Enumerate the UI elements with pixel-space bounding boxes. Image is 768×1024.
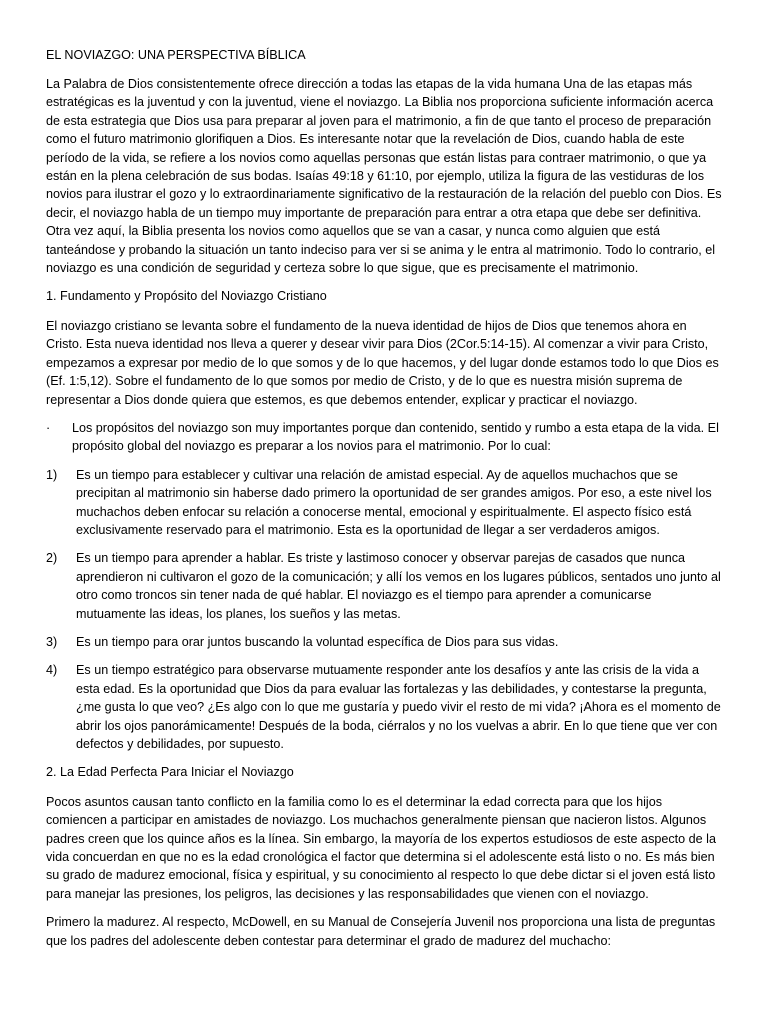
list-item-text: Es un tiempo para orar juntos buscando la voluntad específica de Dios para sus vidas. bbox=[76, 634, 559, 649]
section-2-paragraph-2: Primero la madurez. Al respecto, McDowell, en su Manual de Consejería Juvenil nos proporciona una lista de preguntas que los padres del adolescente deben contestar para determinar el grado de madurez del muchacho: bbox=[46, 915, 716, 948]
bullet-symbol: · bbox=[46, 420, 51, 435]
section-2-paragraph: Pocos asuntos causan tanto conflicto en la familia como lo es el determinar la edad correcta para que los hijos comiencen a participar en amistades de noviazgo. Los muchachos generalmente piensan que nacieron listos. Algunos padres creen que los quince años es la línea. Sin embargo, la mayoría de los expertos estudiosos de este aspecto de la vida concuerdan en que no es la edad cronológica el factor que determina si el adolescente está listo o no. Es más bien su grado de madurez emocional, física y espiritual, y su conocimiento al respecto lo que debe dictar si el joven está listo para manejar las presiones, los peligros, las decisiones y las responsabilidades que vienen con el noviazgo. bbox=[46, 794, 716, 901]
list-item-number: 3) bbox=[46, 634, 58, 649]
list-item bbox=[46, 549, 722, 623]
document-title: EL NOVIAZGO: UNA PERSPECTIVA BÍBLICA bbox=[46, 48, 306, 62]
list-item bbox=[46, 466, 722, 540]
section-2-heading: 2. La Edad Perfecta Para Iniciar el Noviazgo bbox=[46, 765, 294, 780]
list-item-text: Es un tiempo para establecer y cultivar una relación de amistad especial. Ay de aquellos muchachos que se precipitan al matrimonio sin haberse dado primero la oportunidad de ser grandes amigos. Por eso, a este nivel los muchachos deben enfocar su relación a conocerse mental, emocional y espiritualmente. El aspecto físico está exclusivamente reservado para el matrimonio. Esta es la oportunidad de llegar a ser verdaderos amigos. bbox=[76, 467, 712, 537]
list-item-text: Es un tiempo estratégico para observarse mutuamente responder ante los desafíos y ante las crisis de la vida a esta edad. Es la oportunidad que Dios da para evaluar las fortalezas y las debilidades, y contestarse la pregunta, ¿me gusta lo que veo? ¿Es algo con lo que me gustaría y puedo vivir el resto de mi vida? ¡Ahora es el momento de abrir los ojos panorámicamente! Después de la boda, ciérralos y no los vuelvas a abrir. En lo que tiene que ver con defectos y debilidades, por supuesto. bbox=[76, 663, 721, 751]
list-item-number: 1) bbox=[46, 467, 58, 482]
intro-paragraph: La Palabra de Dios consistentemente ofrece dirección a todas las etapas de la vida humana Una de las etapas más estratégicas es la juventud y con la juventud, viene el noviazgo. La Biblia nos proporciona suficiente información acerca de esta estrategia que Dios usa para preparar al joven para el matrimonio, a fin de que tanto el proceso de preparación como el futuro matrimonio glorifiquen a Dios. Es interesante notar que la revelación de Dios, cuando habla de este período de la vida, se refiere a los novios como aquellas personas que están listas para contraer matrimonio, o que ya están en la plena celebración de sus bodas. Isaías 49:18 y 61:10, por ejemplo, utiliza la figura de las vestiduras de los novios para ilustrar el gozo y lo extraordinariamente significativo de la restauración de la relación del pueblo con Dios. Es decir, el noviazgo habla de un tiempo muy importante de preparación para entrar a otra etapa que debe ser definitiva. Otra vez aquí, la Biblia presenta los novios como aquellos que se van a casar, y nunca como alguien que está tanteándose y probando la situación un tanto indeciso para ver si se anima y le entra al matrimonio. Todo lo contrario, el noviazgo es una condición de seguridad y certeza sobre lo que sigue, que es precisamente el matrimonio. bbox=[46, 77, 722, 276]
section-1-paragraph: El noviazgo cristiano se levanta sobre el fundamento de la nueva identidad de hijos de Dios que tenemos ahora en Cristo. Esta nueva identidad nos lleva a querer y desear vivir para Dios (2Cor.5:14-15). Al comenzar a vivir para Cristo, empezamos a expresar por medio de lo que somos y de lo que hacemos, y del lugar donde estamos todo lo que Dios es (Ef. 1:5,12). Sobre el fundamento de lo que somos por medio de Cristo, y de lo que es nuestra misión suprema de representar a Dios donde quiera que estemos, es que debemos entender, explicar y practicar el noviazgo. bbox=[46, 318, 719, 407]
list-item bbox=[46, 661, 722, 753]
bullet-text: Los propósitos del noviazgo son muy importantes porque dan contenido, sentido y rumbo a esta etapa de la vida. El propósito global del noviazgo es preparar a los novios para el matrimonio. Por lo cual: bbox=[72, 420, 719, 454]
list-item-number: 2) bbox=[46, 551, 58, 566]
list-item bbox=[46, 633, 722, 651]
list-item-text: Es un tiempo para aprender a hablar. Es triste y lastimoso conocer y observar parejas de casados que nunca aprendieron ni cultivaron el gozo de la comunicación; y allí los vemos en los lugares públicos, sentados uno junto al otro como troncos sin tener nada de qué hablar. El noviazgo es el tiempo para aprender a comunicarse mutuamente las ideas, los planes, los sueños y las metas. bbox=[76, 551, 721, 621]
section-1-heading: 1. Fundamento y Propósito del Noviazgo Cristiano bbox=[46, 289, 327, 304]
bullet-paragraph bbox=[46, 419, 722, 456]
list-item-number: 4) bbox=[46, 663, 58, 678]
